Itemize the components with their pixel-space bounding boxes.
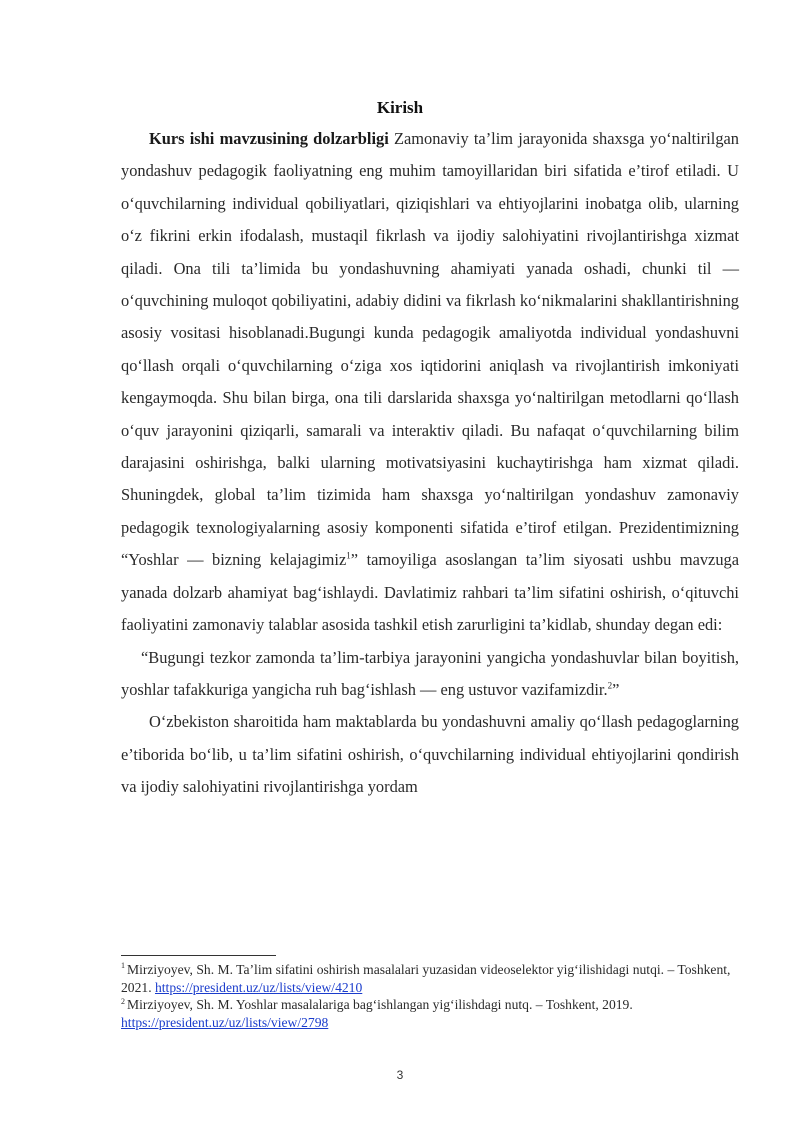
footnote-2 <box>121 996 739 1031</box>
page-number: 3 <box>396 1068 404 1082</box>
footnote-number: 1 <box>121 961 125 971</box>
footnotes <box>121 961 739 1031</box>
footnote-link-2[interactable]: https://president.uz/uz/lists/view/2798 <box>121 1014 329 1030</box>
paragraph-uzbekistan <box>121 706 739 803</box>
footnote-1 <box>121 961 739 996</box>
quote-text: “Bugungi tezkor zamonda ta’lim-tarbiya jarayonini yangicha yondashuvlar bilan boyitish, yoshlar tafakkuriga yangicha ruh bag‘ishlash — eng ustuvor vazifamizdir. <box>121 647 739 699</box>
footnote-ref-2: 2 <box>607 680 613 691</box>
paragraph-text: O‘zbekiston sharoitida ham maktablarda bu yondashuvni amaliy qo‘llash pedagoglarning e’tiborida bo‘lib, u ta’lim sifatini oshirish, o‘quvchilarning individual ehtiyojlarini qondirish va ijodiy salohiyatini rivojlantirishga yordam <box>121 712 739 797</box>
paragraph-quote <box>121 642 739 707</box>
body-text <box>121 123 739 804</box>
footnote-text: Mirziyoyev, Sh. M. Yoshlar masalalariga bag‘ishlangan yig‘ilishdagi nutq. – Toshkent, 2019. <box>127 997 633 1013</box>
footnote-number: 2 <box>121 996 125 1006</box>
footnote-link-1[interactable]: https://president.uz/uz/lists/view/4210 <box>154 979 363 995</box>
footnote-divider <box>121 955 276 956</box>
paragraph-text: Zamonaviy ta’lim jarayonida shaxsga yo‘naltirilgan yondashuv pedagogik faoliyatning eng muhim tamoyillaridan biri sifatida e’tirof etiladi. U o‘quvchilarning individual qobiliyatlari, qiziqishlari va ehtiyojlarini inobatga olib, ularning o‘z fikrini erkin ifodalash, mustaqil fikrlash va ijodiy salohiyatini rivojlantirishga xizmat qiladi. Ona tili ta’limida bu yondashuvning ahamiyati yanada oshadi, chunki til — o‘quvchining muloqot qobiliyatini, adabiy didini va fikrlash ko‘nikmalarini shakllantirishning asosiy vositasi hisoblanadi.Bugungi kunda pedagogik amaliyotda individual yondashuvni qo‘llash orqali o‘quvchilarning o‘ziga xos iqtidorini aniqlash va rivojlantirish imkoniyati kengaymoqda. Shu bilan birga, ona tili darslarida shaxsga yo‘naltirilgan metodlarni qo‘llash o‘quv jarayonini qiziqarli, samarali va interaktiv qiladi. Bu nafaqat o‘quvchilarning bilim darajasini oshirishga, balki ularning motivatsiyasini kuchaytirishga ham xizmat qiladi. Shuningdek, global ta’lim tizimida ham shaxsga yo‘naltirilgan yondashuv zamonaviy pedagogik texnologiyalarning asosiy komponenti sifatida e’tirof etilgan. Prezidentimizning “Yoshlar — bizning kelajagimiz <box>121 129 740 570</box>
quote-close: ” <box>612 679 620 699</box>
footnote-ref-1: 1 <box>346 550 351 561</box>
paragraph-lead: Kurs ishi mavzusining dolzarbligi <box>149 129 389 148</box>
paragraph-relevance <box>121 123 739 642</box>
paragraph-text: ” tamoyiliga asoslangan ta’lim siyosati ushbu mavzuga yanada dolzarb ahamiyat bag‘ishlaydi. Davlatimiz rahbari ta’lim sifatini oshirish, o‘qituvchi faoliyatini zamonaviy talablar asosida tashkil etish zarurligini ta’kidlab, shunday degan edi: <box>121 550 739 635</box>
footnote-text: Mirziyoyev, Sh. M. Ta’lim sifatini oshirish masalalari yuzasidan videoselektor yig‘ilishidagi nutqi. – Toshkent, 2021. <box>121 962 731 995</box>
section-title: Kirish <box>376 98 424 117</box>
